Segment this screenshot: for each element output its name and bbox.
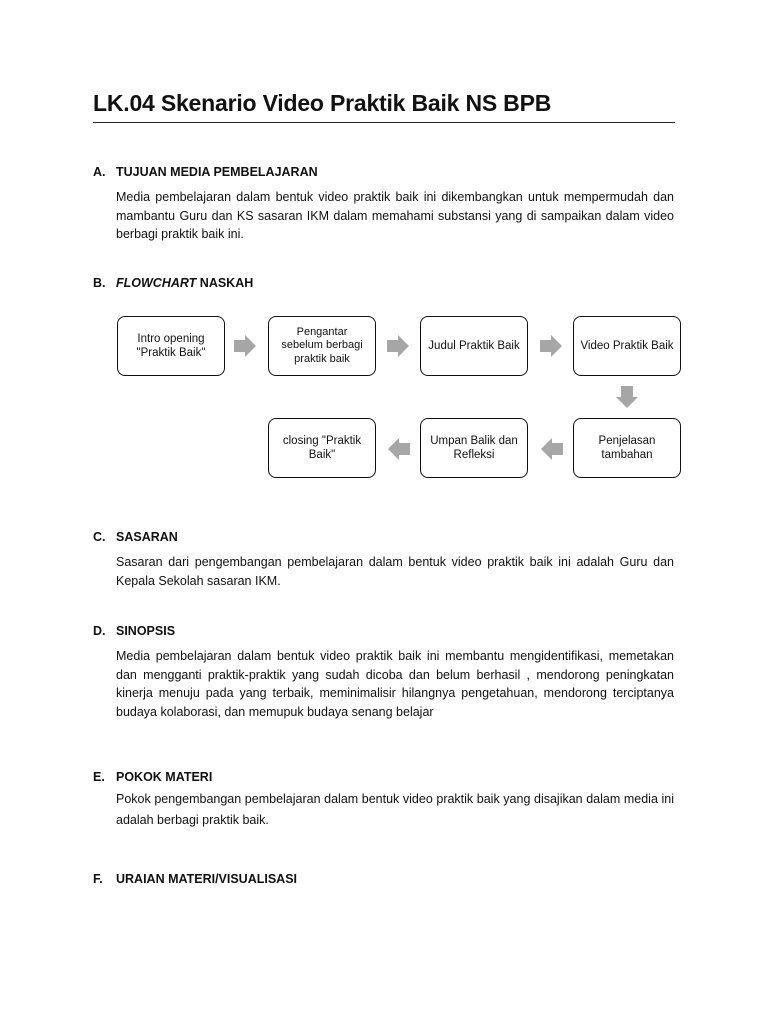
arrow-down-icon xyxy=(615,385,639,409)
section-f-title: URAIAN MATERI/VISUALISASI xyxy=(116,872,298,886)
section-b-title-italic: FLOWCHART xyxy=(116,276,197,290)
flow-step-video: Video Praktik Baik xyxy=(573,316,681,376)
section-a-title: TUJUAN MEDIA PEMBELAJARAN xyxy=(116,165,318,179)
section-b-letter: B. xyxy=(93,276,106,290)
document-title: LK.04 Skenario Video Praktik Baik NS BPB xyxy=(93,90,552,116)
section-c-text: Sasaran dari pengembangan pembelajaran dalam bentuk video praktik baik ini adalah Guru dan Kepala Sekolah sasaran IKM. xyxy=(116,555,674,588)
section-e-text: Pokok pengembangan pembelajaran dalam bentuk video praktik baik yang disajikan dalam media ini adalah berbagi praktik baik. xyxy=(116,792,674,827)
arrow-right-icon xyxy=(233,334,257,358)
section-c-title: SASARAN xyxy=(116,530,178,544)
arrow-left-icon xyxy=(387,437,411,461)
section-d-letter: D. xyxy=(93,624,106,638)
arrow-right-icon xyxy=(386,334,410,358)
flow-step-umpan-balik: Umpan Balik dan Refleksi xyxy=(420,418,528,478)
arrow-left-icon xyxy=(540,437,564,461)
section-d-title: SINOPSIS xyxy=(116,624,176,638)
flow-step-pengantar: Pengantar sebelum berbagi praktik baik xyxy=(268,316,376,376)
title-underline xyxy=(93,122,675,123)
flow-step-judul: Judul Praktik Baik xyxy=(420,316,528,376)
section-a-letter: A. xyxy=(93,165,106,179)
flow-step-penjelasan: Penjelasan tambahan xyxy=(573,418,681,478)
arrow-right-icon xyxy=(539,334,563,358)
section-e-title: POKOK MATERI xyxy=(116,770,213,784)
section-b-title xyxy=(116,276,253,290)
flow-step-closing: closing "Praktik Baik" xyxy=(268,418,376,478)
section-a-text: Media pembelajaran dalam bentuk video praktik baik ini dikembangkan untuk mempermudah dan mambantu Guru dan KS sasaran IKM dalam memahami substansi yang di sampaikan dalam video berbagi praktik baik ini. xyxy=(116,190,674,242)
section-d-text: Media pembelajaran dalam bentuk video praktik baik ini membantu mengidentifikasi, memetakan dan mengganti praktik-praktik yang sudah dicoba dan belum berhasil , mendorong peningkatan kinerja menuju pada yang terbaik, meminimalisir hilangnya pengetahuan, mendorong terciptanya budaya kolaborasi, dan memupuk budaya senang belajar xyxy=(116,649,674,719)
section-b-title-rest: NASKAH xyxy=(196,276,254,290)
flow-step-intro: Intro opening "Praktik Baik" xyxy=(117,316,225,376)
section-f-letter: F. xyxy=(93,872,103,886)
section-e-letter: E. xyxy=(93,770,105,784)
section-c-letter: C. xyxy=(93,530,106,544)
